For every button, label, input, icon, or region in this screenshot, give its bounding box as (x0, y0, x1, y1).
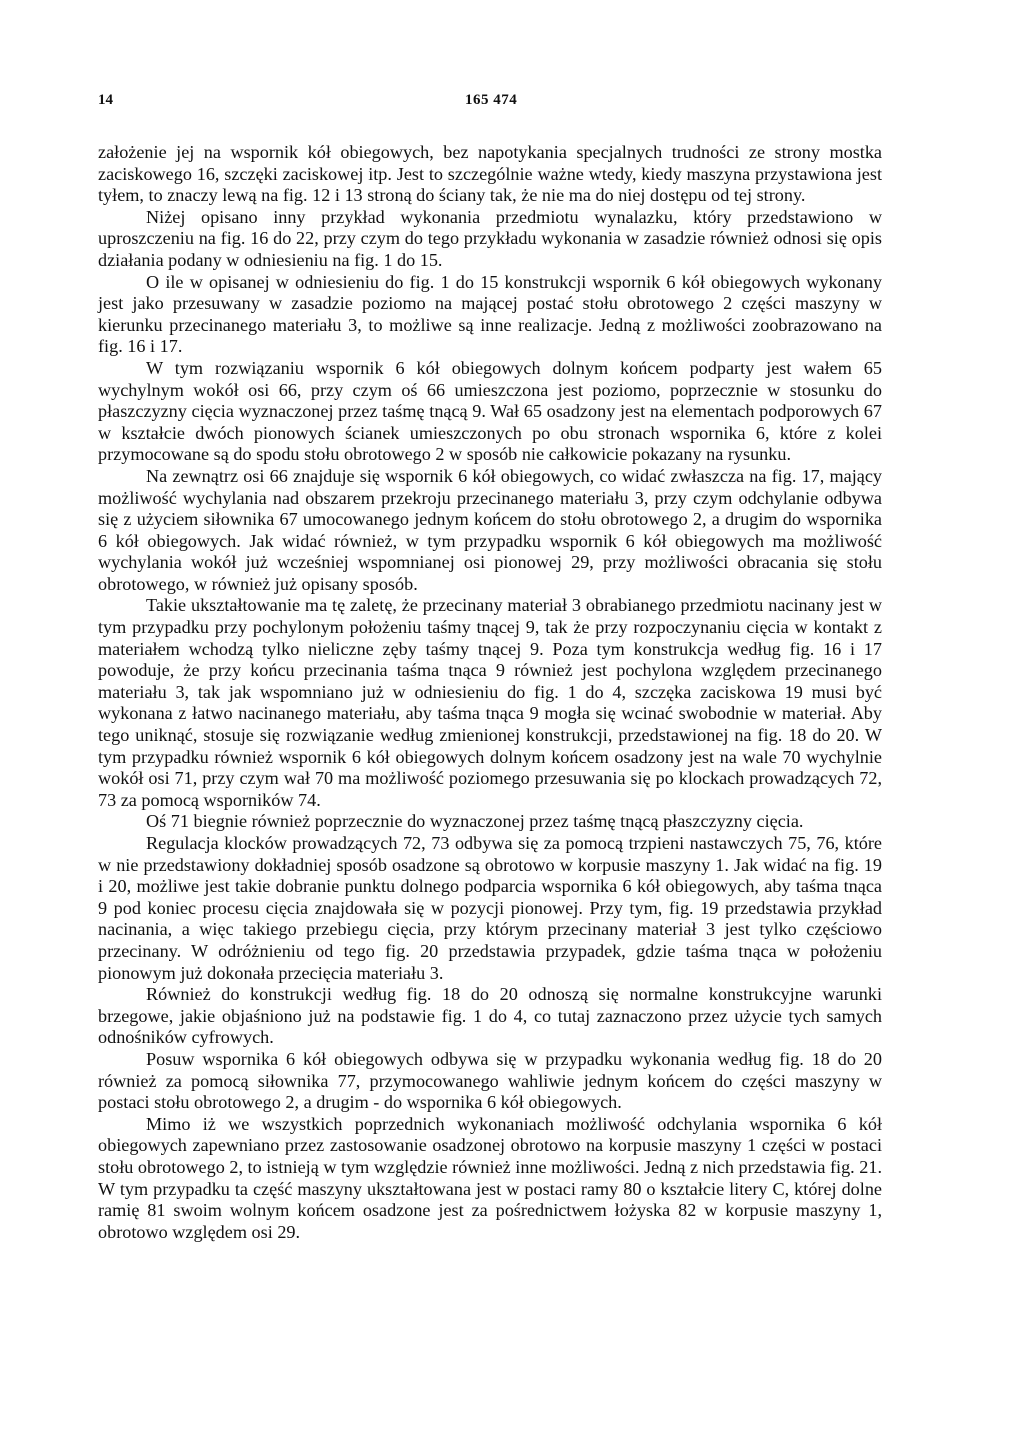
paragraph: Na zewnątrz osi 66 znajduje się wspornik 6 kół obiegowych, co widać zwłaszcza na fig. 17, mający możliwość wychylania nad obszarem przekroju przecinanego materiału 3, przy czym odchylanie odbywa się z użyciem siłownika 67 umocowanego jednym końcem do stołu obrotowego 2, a drugim do wspornika 6 kół obiegowych. Jak widać również, w tym przypadku wspornik 6 kół obiegowych ma możliwość wychylania wokół już wcześniej wspomnianej osi pionowej 29, przy możliwości obracania się stołu obrotowego, w również już opisany sposób. (98, 465, 882, 594)
paragraph: Posuw wspornika 6 kół obiegowych odbywa się w przypadku wykonania według fig. 18 do 20 również za pomocą siłownika 77, przymocowanego wahliwie jednym końcem do części maszyny w postaci stołu obrotowego 2, a drugim - do wspornika 6 kół obiegowych. (98, 1048, 882, 1113)
paragraph: Regulacja klocków prowadzących 72, 73 odbywa się za pomocą trzpieni nastawczych 75, 76, które w nie przedstawiony dokładniej sposób osadzone są obrotowo w korpusie maszyny 1. Jak widać na fig. 19 i 20, możliwe jest takie dobranie punktu dolnego podparcia wspornika 6 kół obiegowych, aby taśma tnąca 9 pod koniec procesu cięcia znajdowała się w pozycji pionowej. Przy tym, fig. 19 przedstawia przykład nacinania, a więc takiego przebiegu cięcia, przy którym przecinany materiał 3 jest tylko częściowo przecinany. W odróżnieniu od tego fig. 20 przedstawia przypadek, gdzie taśma tnąca w położeniu pionowym już dokonała przecięcia materiału 3. (98, 833, 882, 983)
paragraph: Mimo iż we wszystkich poprzednich wykonaniach możliwość odchylania wspornika 6 kół obiegowych zapewniano przez zastosowanie osadzonej obrotowo na korpusie maszyny 1 części w postaci stołu obrotowego 2, to istnieją w tym względzie również inne możliwości. Jedną z nich przedstawia fig. 21. W tym przypadku ta część maszyny ukształtowana jest w postaci ramy 80 o kształcie litery C, której dolne ramię 81 swoim wolnym końcem osadzone jest za pośrednictwem łożyska 82 w korpusie maszyny 1, obrotowo względem osi 29. (98, 1113, 882, 1242)
page-number: 14 (98, 92, 113, 108)
paragraph: O ile w opisanej w odniesieniu do fig. 1 do 15 konstrukcji wspornik 6 kół obiegowych wykonany jest jako przesuwany w zasadzie poziomo na mającej postać stołu obrotowego 2 części maszyny w kierunku przecinanego materiału 3, to możliwe są inne realizacje. Jedną z możliwości zoobrazowano na fig. 16 i 17. (98, 271, 882, 357)
paragraph: Również do konstrukcji według fig. 18 do 20 odnoszą się normalne konstrukcyjne warunki brzegowe, jakie objaśniono już na podstawie fig. 1 do 4, co tutaj zaznaczono przez użycie tych samych odnośników cyfrowych. (98, 984, 882, 1048)
patent-number: 165 474 (465, 92, 518, 108)
paragraph: Oś 71 biegnie również poprzecznie do wyznaczonej przez taśmę tnącą płaszczyzny cięcia. (146, 811, 804, 832)
paragraph: W tym rozwiązaniu wspornik 6 kół obiegowych dolnym końcem podparty jest wałem 65 wychylnym wokół osi 66, przy czym oś 66 umieszczona jest poziomo, poprzecznie w stosunku do płaszczyzny cięcia wyznaczonej przez taśmę tnącą 9. Wał 65 osadzony jest na elementach podporowych 67 w kształcie dwóch pionowych ścianek umieszczonych po obu stronach wspornika 6, które z kolei przymocowane są do spodu stołu obrotowego 2 w sposób nie całkowicie pokazany na rysunku. (98, 357, 882, 465)
paragraph: Takie ukształtowanie ma tę zaletę, że przecinany materiał 3 obrabianego przedmiotu nacinany jest w tym przypadku przy pochylonym położeniu taśmy tnącej 9, tak że przy rozpoczynaniu cięcia w kontakt z materiałem wchodzą tylko nieliczne zęby taśmy tnącej 9. Poza tym konstrukcja według fig. 16 i 17 powoduje, że przy końcu przecinania taśma tnąca 9 również jest pochylona względem przecinanego materiału 3, tak jak wspomniano już w odniesieniu do fig. 1 do 4, szczęka zaciskowa 19 musi być wykonana z łatwo nacinanego materiału, aby taśma tnąca 9 mogła się wcinać swobodnie w materiał. Aby tego uniknąć, stosuje się rozwiązanie według zmienionej konstrukcji, przedstawionej na fig. 18 do 20. W tym przypadku również wspornik 6 kół obiegowych dolnym końcem osadzony jest na wale 70 wychylnie wokół osi 71, przy czym wał 70 ma możliwość poziomego przesuwania się po klockach prowadzących 72, 73 za pomocą wsporników 74. (98, 595, 882, 810)
paragraph: założenie jej na wspornik kół obiegowych, bez napotykania specjalnych trudności ze strony mostka zaciskowego 16, szczęki zaciskowej itp. Jest to szczególnie ważne wtedy, kiedy maszyna przystawiona jest tyłem, to znaczy lewą na fig. 12 i 13 stroną do ściany tak, że nie ma do niej dostępu od tej strony. (98, 142, 882, 206)
paragraph: Niżej opisano inny przykład wykonania przedmiotu wynalazku, który przedstawiono w uproszczeniu na fig. 16 do 22, przy czym do tego przykładu wykonania w zasadzie również odnosi się opis działania podany w odniesieniu na fig. 1 do 15. (98, 206, 882, 270)
page-header (98, 92, 882, 116)
body-text (98, 142, 882, 1243)
